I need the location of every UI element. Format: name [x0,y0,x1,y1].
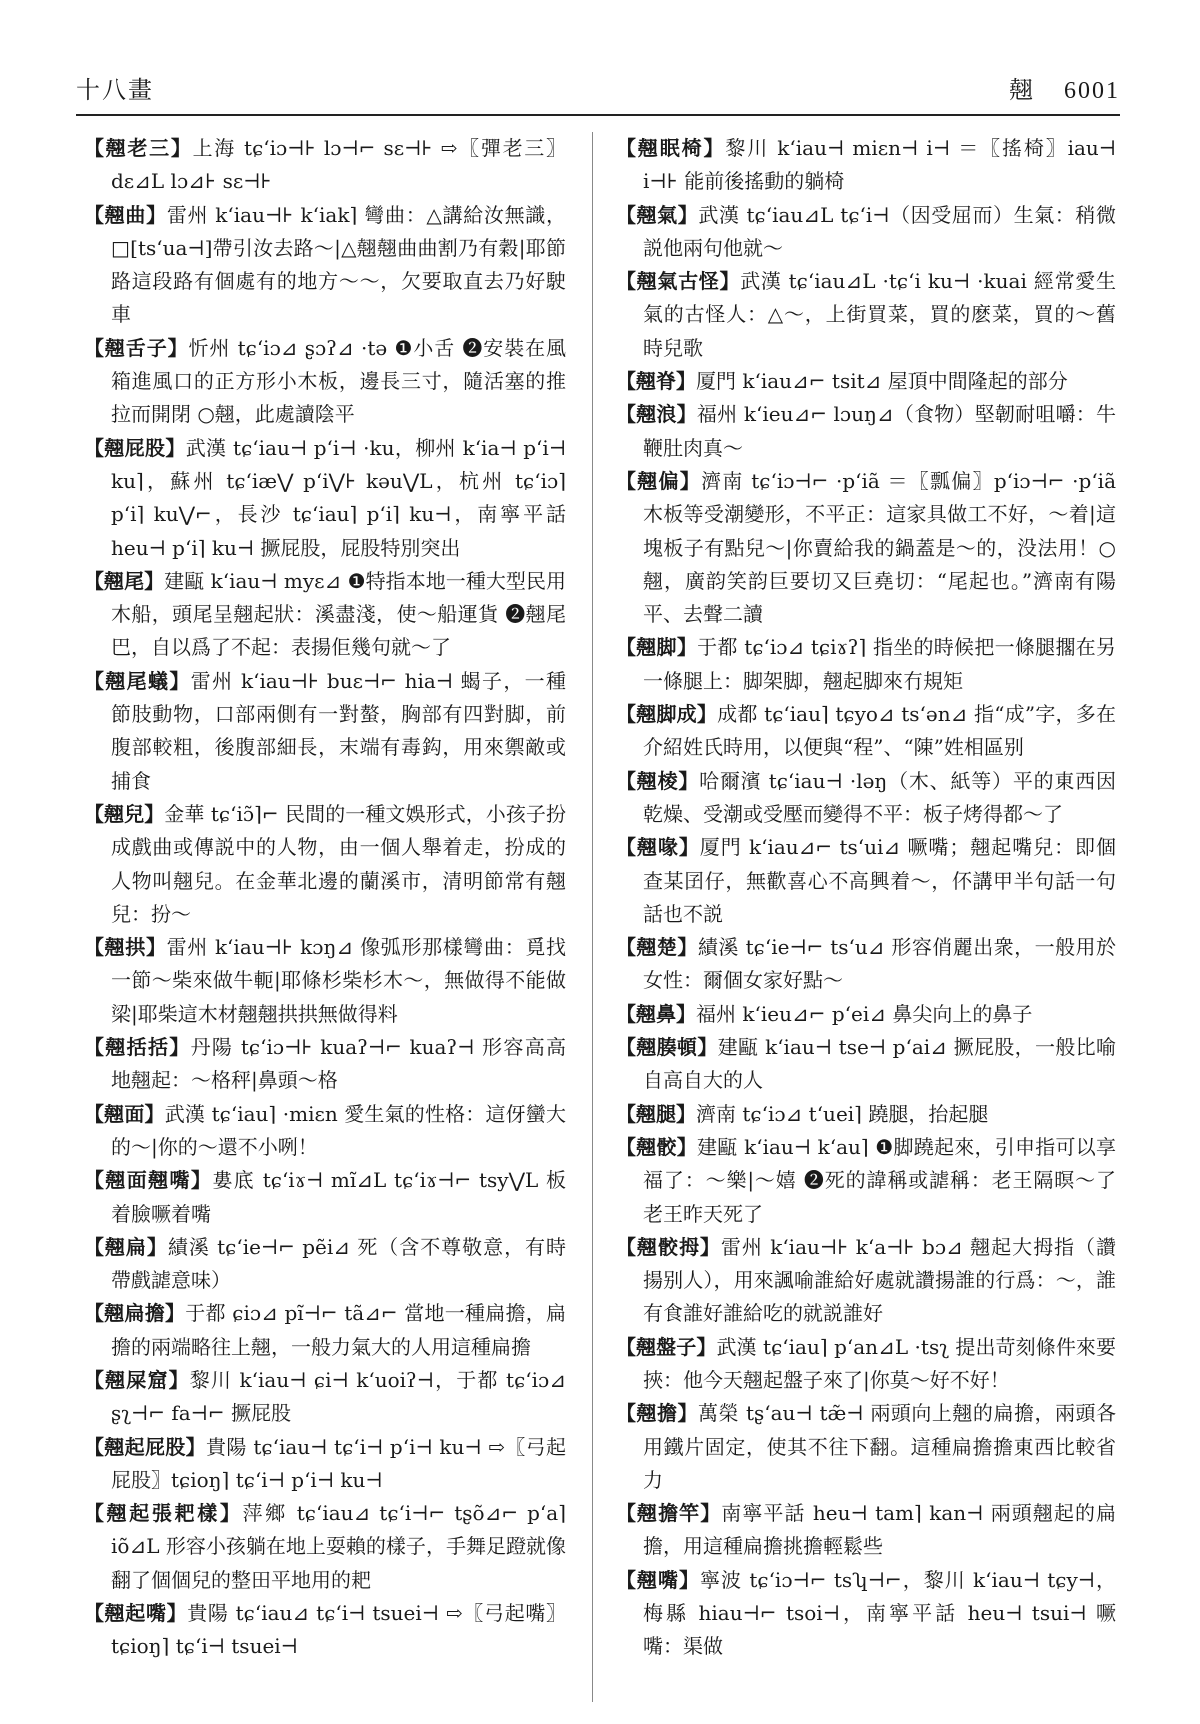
entry-definition: 福州 kʻieu⊿⌐ lɔuŋ⊿（食物）堅韌耐咀嚼：牛鞭肚肉真～ [643,402,1116,460]
entry-definition: 萬榮 tʂʻau⊣ tæ̃⊣ 兩頭向上翹的扁擔，兩頭各用鐵片固定，使其不往下翻。這種扁擔擔東西比較省力 [643,1401,1116,1492]
entry-headword: 【翹擔竿】 [616,1501,722,1526]
entry-headword: 【翹浪】 [616,402,697,427]
entry-definition: 于都 ɕiɔ⊿ pĩ⊣⌐ tã⊿⌐ 當地一種扁擔，扁擔的兩端略往上翹，一般力氣大的人用這種扁擔 [111,1301,566,1359]
dictionary-entry [84,1497,566,1597]
entry-headword: 【翹腿】 [616,1101,696,1126]
right-column [616,132,1116,1702]
entry-headword: 【翹棱】 [616,768,700,793]
dictionary-entry [616,698,1116,765]
dictionary-entry [84,1297,566,1364]
dictionary-entry [84,1164,566,1231]
dictionary-entry [84,432,566,565]
dictionary-entry [616,132,1116,199]
entry-definition: 績溪 tɕʻie⊣⌐ tsʻu⊿ 形容俏麗出衆，一般用於女性：爾個女家好點～ [643,935,1116,993]
entry-headword: 【翹拱】 [84,935,167,960]
dictionary-entry [84,132,566,199]
entry-headword: 【翹眠椅】 [616,136,726,160]
entry-headword: 【翹擔】 [616,1401,699,1426]
dictionary-entry [616,199,1116,266]
left-column [84,132,566,1702]
entry-definition: 武漢 tɕʻiau⊿L tɕʻi⊣（因受屈而）生氣：稍微説他兩句他就～ [643,202,1116,260]
dictionary-entry [616,465,1116,631]
header-rule [76,114,1120,116]
entry-headword: 【翹脊】 [616,369,696,394]
dictionary-entry [84,931,566,1031]
entry-headword: 【翹兒】 [84,801,165,826]
entry-definition: 金華 tɕʻiɔ̃⌉⌐ 民間的一種文娛形式，小孩子扮成戲曲或傳説中的人物，由一個人舉着走，扮成的人物叫翹兒。在金華北邊的蘭溪市，清明節常有翹兒：扮～ [111,801,566,926]
dictionary-entry [84,1364,566,1431]
dictionary-entry [616,998,1116,1031]
entry-headword: 【翹腠頓】 [616,1035,718,1060]
entry-headword: 【翹嘴】 [616,1567,700,1592]
entry-headword: 【翹括括】 [84,1035,191,1060]
entry-headword: 【翹鼻】 [616,1001,696,1026]
dictionary-entry [84,1231,566,1298]
entry-definition: 濟南 tɕʻiɔ⊣⌐ ·pʻiã ＝〖瓢偏〗pʻiɔ⊣⌐ ·pʻiã 木板等受潮變形，不平正：這家具做工不好，～着|這塊板子有點兒～|你賣給我的鍋蓋是～的，没法用！○翹，廣韵笑韵巨要切又巨堯切：“尾起也。”濟南有陽平、去聲二讀 [643,468,1116,627]
entry-definition: 丹陽 tɕʻiɔ⊣⊦ kuaʔ⊣⌐ kuaʔ⊣ 形容高高地翹起：～格秤|鼻頭～格 [111,1035,566,1093]
entry-definition: 萍鄉 tɕʻiau⊿ tɕʻi⊣⌐ tʂõ⊿⌐ pʻa⌉ iõ⊿L 形容小孩躺在地上耍賴的樣子，手舞足蹬就像翻了個個兒的整田平地用的耙 [111,1501,566,1592]
dictionary-entry [84,332,566,432]
entry-definition: 濟南 tɕʻiɔ⊿ tʻuei⌉ 蹺腿，抬起腿 [696,1101,989,1126]
entry-definition: 上海 tɕʻiɔ⊣⊦ lɔ⊣⌐ sɛ⊣⊦ ⇨〖彈老三〗dɛ⊿L lɔ⊿⊦ sɛ⊣⊦ [111,136,566,194]
entry-definition: 雷州 kʻiau⊣⊦ buɛ⊣⌐ hia⊣ 蝎子，一種節肢動物，口部兩側有一對螯，胸部有四對脚，前腹部較粗，後腹部細長，末端有毒鈎，用來禦敵或捕食 [111,668,566,793]
entry-headword: 【翹脚成】 [616,702,718,727]
entry-definition: 黎川 kʻiau⊣ ɕi⊣ kʻuoiʔ⊣，于都 tɕʻiɔ⊿ ʂʅ⊣⌐ fa⊣⌐ 撅屁股 [111,1367,566,1426]
entry-definition: 貴陽 tɕʻiau⊿ tɕʻi⊣ tsuei⊣ ⇨〖弓起嘴〗tɕioŋ⌉ tɕʻi⊣ tsuei⊣ [111,1601,566,1659]
entry-definition: 建甌 kʻiau⊣ kʻau⌉ ❶脚蹺起來，引申指可以享福了：～樂|～嬉 ❷死的諱稱或謔稱：老王隔暝～了老王昨天死了 [643,1134,1116,1226]
dictionary-entry [616,365,1116,398]
entry-headword: 【翹偏】 [616,468,702,493]
entry-definition: 武漢 tɕʻiau⊣ pʻi⊣ ·ku，柳州 kʻia⊣ pʻi⊣ ku⌉，蘇州 tɕʻiæ⋁ pʻi⋁⊦ kəu⋁L，杭州 tɕʻiɔ⌉ pʻi⌉ ku⋁⌐，長沙 tɕʻiau⌉ pʻi⌉ ku⊣，南寧平話 heu⊣ pʻi⌉ ku⊣ 撅屁股，屁股特別突出 [111,435,566,560]
entry-definition: 福州 kʻieu⊿⌐ pʻei⊿ 鼻尖向上的鼻子 [696,1001,1033,1026]
dictionary-entry [84,1031,566,1098]
dictionary-entry [84,565,566,665]
dictionary-entry [616,1098,1116,1131]
entry-headword: 【翹起張耙樣】 [84,1501,243,1526]
entry-definition: 哈爾濱 tɕʻiau⊣ ·ləŋ（木、紙等）平的東西因乾燥、受潮或受壓而變得不平：板子烤得都～了 [643,768,1116,826]
dictionary-entry [84,1431,566,1498]
entry-definition: 成都 tɕʻiau⌉ tɕyo⊿ tsʻən⊿ 指“成”字，多在介紹姓氏時用，以便與“程”、“陳”姓相區别 [643,702,1116,760]
dictionary-entry [616,931,1116,998]
dictionary-entry [616,265,1116,365]
dictionary-entry [84,199,566,332]
entry-headword: 【翹面】 [84,1101,165,1126]
entry-definition: 武漢 tɕʻiau⌉ ·miɛn 愛生氣的性格：這伢蠻大的～|你的～還不小咧！ [111,1101,566,1159]
entry-definition: 建甌 kʻiau⊣ myɛ⊿ ❶特指本地一種大型民用木船，頭尾呈翹起狀：溪盡淺，使～船運貨 ❷翹尾巴，自以爲了不起：表揚佢幾句就～了 [111,568,566,660]
dictionary-entry [616,1131,1116,1231]
entry-headword: 【翹曲】 [84,202,167,227]
dictionary-entry [616,1497,1116,1564]
entry-definition: 忻州 tɕʻiɔ⊿ ʂɔʔ⊿ ·tə ❶小舌 ❷安裝在風箱進風口的正方形小木板，邊長三寸，隨活塞的推拉而開閉 ○翹，此處讀陰平 [111,335,566,427]
entry-headword: 【翹氣】 [616,202,699,227]
entry-headword: 【翹舌子】 [84,335,189,360]
entry-headword: 【翹起屁股】 [84,1434,206,1459]
dictionary-entry [616,765,1116,832]
entry-definition: 黎川 kʻiau⊣ miɛn⊣ i⊣ ＝〖搖椅〗iau⊣ i⊣⊦ 能前後搖動的躺椅 [643,136,1116,194]
entry-definition: 南寧平話 heu⊣ tam⌉ kan⊣ 兩頭翹起的扁擔，用這種扁擔挑擔輕鬆些 [643,1501,1116,1559]
dictionary-entry [616,398,1116,465]
entry-headword: 【翹屎窟】 [84,1367,190,1392]
entry-definition: 婁底 tɕʻiɤ⊣ mĩ⊿L tɕʻiɤ⊣⌐ tsy⋁L 板着臉噘着嘴 [111,1168,566,1226]
entry-headword: 【翹屁股】 [84,435,186,460]
entry-definition: 貴陽 tɕʻiau⊣ tɕʻi⊣ pʻi⊣ ku⊣ ⇨〖弓起屁股〗tɕioŋ⌉ tɕʻi⊣ pʻi⊣ ku⊣ [111,1434,566,1492]
dictionary-entry [84,1597,566,1664]
entry-definition: 武漢 tɕʻiau⌉ pʻan⊿L ·tsʅ 提出苛刻條件來要挾：他今天翹起盤子來了|你莫～好不好！ [643,1334,1116,1392]
entry-definition: 雷州 kʻiau⊣⊦ kʻiak⌉ 彎曲：△講給汝無識，□[tsʻua⊣]帶引汝去路～|△翹翹曲曲割乃有穀|耶節路這段路有個處有的地方～～，欠要取直去乃好駛車 [111,202,566,327]
entry-headword: 【翹骹】 [616,1134,698,1159]
entry-definition: 雷州 kʻiau⊣⊦ kʻa⊣⊦ bɔ⊿ 翹起大拇指（讚揚别人），用來諷喻誰給好處就讚揚誰的行爲：～，誰有食誰好誰給吃的就説誰好 [643,1234,1116,1326]
dictionary-entry [616,1031,1116,1098]
entry-definition: 厦門 kʻiau⊿⌐ tsʻui⊿ 噘嘴；翹起嘴兒：即個查某囝仔，無歡喜心不高興着～，伓講甲半句話一句話也不説 [643,835,1116,926]
entry-definition: 績溪 tɕʻie⊣⌐ pẽi⊿ 死（含不尊敬意，有時帶戲謔意味） [111,1234,566,1293]
entry-headword: 【翹尾】 [84,568,165,593]
head-character: 翹 [1009,76,1036,104]
entry-headword: 【翹盤子】 [616,1334,717,1359]
entry-definition: 建甌 kʻiau⊣ tse⊣ pʻai⊿ 撅屁股，一般比喻自高自大的人 [643,1035,1116,1093]
dictionary-entry [616,631,1116,698]
entry-headword: 【翹老三】 [84,136,193,160]
entry-headword: 【翹脚】 [616,635,698,660]
entry-definition: 雷州 kʻiau⊣⊦ kɔŋ⊿ 像弧形那樣彎曲：覓找一節～柴來做牛軛|耶條杉柴杉木～，無做得不能做梁|耶柴這木材翹翹拱拱無做得料 [111,935,566,1026]
dictionary-entry [84,1098,566,1165]
page-number: 6001 [1064,78,1120,104]
entry-headword: 【翹楚】 [616,935,698,960]
entry-definition: 武漢 tɕʻiau⊿L ·tɕʻi ku⊣ ·kuai 經常愛生氣的古怪人：△～，上街買菜，買的麽菜，買的～舊時兒歌 [643,269,1116,360]
entry-headword: 【翹起嘴】 [84,1601,188,1626]
page-header [76,70,1120,110]
column-divider [592,132,593,1702]
dictionary-entry [616,1331,1116,1398]
entry-headword: 【翹扁】 [84,1234,168,1259]
entry-headword: 【翹扁擔】 [84,1301,186,1326]
entry-headword: 【翹骹拇】 [616,1234,721,1259]
dictionary-entry [616,1564,1116,1664]
running-head [1009,70,1120,105]
entry-definition: 寧波 tɕʻiɔ⊣⌐ tsʮ⊣⌐，黎川 kʻiau⊣ tɕy⊣，梅縣 hiau⊣⌐ tsoi⊣，南寧平話 heu⊣ tsui⊣ 噘嘴：渠做 [643,1567,1116,1659]
dictionary-entry [616,1231,1116,1331]
entry-headword: 【翹喙】 [616,835,700,860]
dictionary-entry [616,831,1116,931]
entry-headword: 【翹氣古怪】 [616,269,741,294]
entry-headword: 【翹尾蟻】 [84,668,191,693]
entry-definition: 于都 tɕʻiɔ⊿ tɕiɤʔ⌉ 指坐的時候把一條腿擱在另一條腿上：脚架脚，翹起脚來冇規矩 [643,635,1116,693]
dictionary-entry [616,1397,1116,1497]
dictionary-entry [84,665,566,798]
entry-definition: 厦門 kʻiau⊿⌐ tsit⊿ 屋頂中間隆起的部分 [696,369,1068,394]
dictionary-entry [84,798,566,931]
entry-headword: 【翹面翹嘴】 [84,1168,213,1193]
section-label: 十八畫 [76,76,154,104]
